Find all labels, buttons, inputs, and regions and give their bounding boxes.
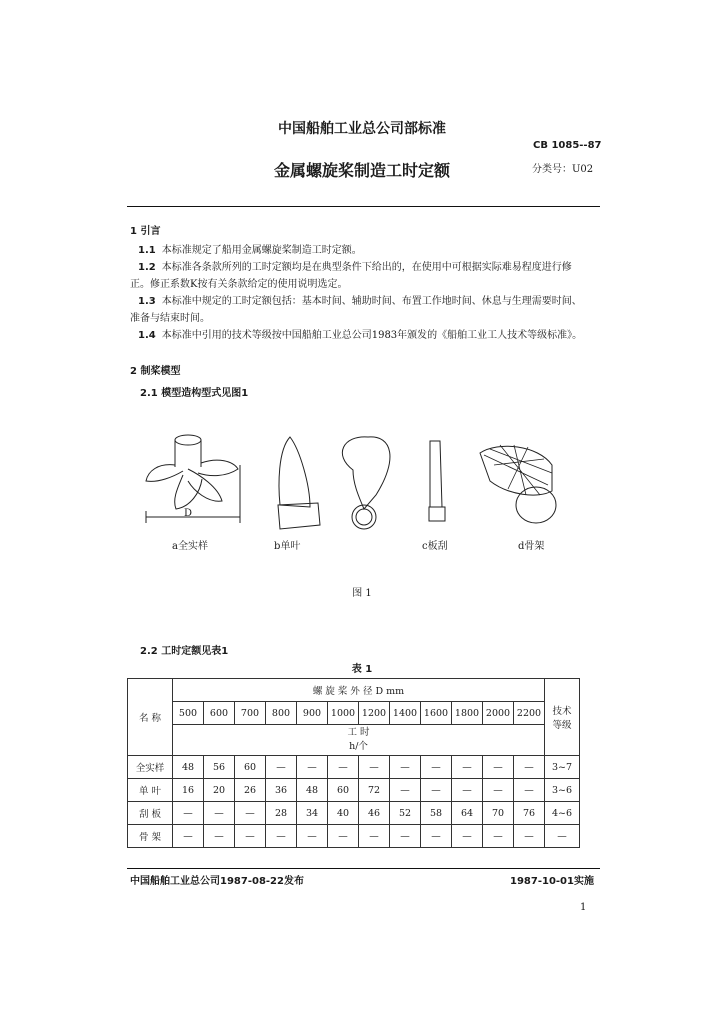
para-1-3-cont <box>130 310 210 327</box>
hours-cell: 60 <box>235 756 266 779</box>
table-1 <box>127 678 580 848</box>
single-blade-drawing <box>278 437 390 529</box>
hours-cell: — <box>173 825 204 848</box>
scraping-board-drawing <box>429 441 445 521</box>
classification-number: 分类号：U02 <box>532 164 594 175</box>
diameter-cell: 1000 <box>328 702 359 725</box>
hours-cell: — <box>421 825 452 848</box>
hours-cell: 64 <box>452 802 483 825</box>
diameter-cell: 2000 <box>483 702 514 725</box>
hours-cell: — <box>421 756 452 779</box>
hours-cell: 16 <box>173 779 204 802</box>
hours-cell: — <box>359 756 390 779</box>
table-body <box>128 756 580 848</box>
hours-cell: — <box>514 779 545 802</box>
para-text: 本标准规定了船用金属螺旋桨制造工时定额。 <box>161 245 362 256</box>
hours-cell: 52 <box>390 802 421 825</box>
row-name: 全实样 <box>128 756 173 779</box>
hours-unit: h/个 <box>349 741 368 752</box>
diameter-cell: 600 <box>204 702 235 725</box>
hours-cell: — <box>421 779 452 802</box>
para-1-3 <box>138 293 582 310</box>
figure-label-b: b单叶 <box>274 541 301 552</box>
hours-cell: 46 <box>359 802 390 825</box>
standard-code: CB 1085--87 <box>533 140 602 151</box>
table-1-wrapper <box>127 678 580 848</box>
section-1-heading: 1 引言 <box>130 226 161 237</box>
para-text: 正。修正系数K按有关条款给定的使用说明选定。 <box>130 279 348 290</box>
hours-cell: — <box>514 756 545 779</box>
hours-cell: 48 <box>297 779 328 802</box>
row-name: 骨 架 <box>128 825 173 848</box>
diameter-cell: 800 <box>266 702 297 725</box>
hours-cell: 60 <box>328 779 359 802</box>
grade-cell: — <box>545 825 580 848</box>
diameter-row <box>128 702 580 725</box>
hours-cell: 76 <box>514 802 545 825</box>
hours-cell: — <box>266 825 297 848</box>
diameter-cell: 1600 <box>421 702 452 725</box>
table-row <box>128 825 580 848</box>
skeleton-frame-drawing <box>480 445 556 523</box>
figure-label-a: a全实样 <box>172 541 208 552</box>
figure-1-drawings <box>128 425 598 540</box>
hours-cell: — <box>452 756 483 779</box>
hours-cell: 56 <box>204 756 235 779</box>
diameter-cell: 2200 <box>514 702 545 725</box>
hours-cell: — <box>235 825 266 848</box>
hours-cell: — <box>483 779 514 802</box>
hours-cell: 36 <box>266 779 297 802</box>
para-text: 本标准各条款所列的工时定额均是在典型条件下给出的，在使用中可根据实际难易程度进行修 <box>161 262 572 273</box>
table-row <box>128 756 580 779</box>
hours-cell: 70 <box>483 802 514 825</box>
subsection-2-1: 2.1 模型造构型式见图1 <box>140 388 249 399</box>
diameter-cell: 900 <box>297 702 328 725</box>
table-row <box>128 802 580 825</box>
hours-cell: — <box>514 825 545 848</box>
hours-cell: — <box>390 779 421 802</box>
para-number: 1.2 <box>138 262 156 273</box>
section-2-heading: 2 制桨模型 <box>130 366 181 377</box>
table-header-hours <box>173 725 545 756</box>
grade-cell: 3~7 <box>545 756 580 779</box>
para-1-2 <box>138 259 572 276</box>
subsection-2-2: 2.2 工时定额见表1 <box>140 646 229 657</box>
diameter-cell: 1200 <box>359 702 390 725</box>
hours-cell: 58 <box>421 802 452 825</box>
propeller-full-drawing <box>146 435 240 523</box>
hours-label: 工 时 <box>347 727 370 738</box>
hours-cell: — <box>235 802 266 825</box>
figure-label-d: d骨架 <box>518 541 545 552</box>
hours-cell: — <box>204 802 235 825</box>
hours-cell: — <box>328 825 359 848</box>
row-name: 刮 板 <box>128 802 173 825</box>
hours-cell: 26 <box>235 779 266 802</box>
para-text: 本标准中规定的工时定额包括：基本时间、辅助时间、布置工作地时间、休息与生理需要时间、 <box>161 296 582 307</box>
figure-label-c: c板刮 <box>422 541 448 552</box>
table-header-name: 名 称 <box>128 679 173 756</box>
para-1-2-cont <box>130 276 347 293</box>
para-text: 准备与结束时间。 <box>130 313 210 324</box>
hours-cell: — <box>297 756 328 779</box>
figure-caption: 图 1 <box>352 588 372 599</box>
hours-cell: — <box>359 825 390 848</box>
para-text: 本标准中引用的技术等级按中国船舶工业总公司1983年颁发的《船舶工业工人技术等级标准》。 <box>161 330 583 341</box>
hours-cell: — <box>483 825 514 848</box>
hours-cell: — <box>204 825 235 848</box>
effective-date: 1987-10-01实施 <box>510 876 594 887</box>
top-rule <box>127 206 600 207</box>
hours-cell: 20 <box>204 779 235 802</box>
diameter-cell: 500 <box>173 702 204 725</box>
diameter-label: D <box>184 508 193 519</box>
bottom-rule <box>127 868 600 869</box>
row-name: 单 叶 <box>128 779 173 802</box>
diameter-cell: 700 <box>235 702 266 725</box>
hours-cell: — <box>297 825 328 848</box>
hours-cell: — <box>390 756 421 779</box>
hours-cell: — <box>328 756 359 779</box>
hours-cell: — <box>452 825 483 848</box>
para-1-1 <box>138 242 362 259</box>
org-title: 中国船舶工业总公司部标准 <box>278 121 446 137</box>
grade-cell: 4~6 <box>545 802 580 825</box>
issue-date: 中国船舶工业总公司1987-08-22发布 <box>130 876 304 887</box>
table-caption: 表 1 <box>351 664 373 675</box>
hours-cell: 48 <box>173 756 204 779</box>
hours-cell: — <box>390 825 421 848</box>
hours-cell: — <box>173 802 204 825</box>
hours-cell: — <box>266 756 297 779</box>
hours-cell: — <box>483 756 514 779</box>
grade-cell: 3~6 <box>545 779 580 802</box>
page-number: 1 <box>580 902 587 913</box>
hours-cell: 40 <box>328 802 359 825</box>
table-header-grade: 技术等级 <box>545 679 580 756</box>
para-1-4 <box>138 327 582 344</box>
table-header-diameter: 螺 旋 桨 外 径 D mm <box>173 679 545 702</box>
diameter-cell: 1800 <box>452 702 483 725</box>
hours-cell: 34 <box>297 802 328 825</box>
para-number: 1.3 <box>138 296 156 307</box>
hours-cell: — <box>452 779 483 802</box>
diameter-cell: 1400 <box>390 702 421 725</box>
hours-cell: 28 <box>266 802 297 825</box>
hours-cell: 72 <box>359 779 390 802</box>
table-row <box>128 779 580 802</box>
para-number: 1.4 <box>138 330 156 341</box>
document-title: 金属螺旋桨制造工时定额 <box>273 161 450 180</box>
para-number: 1.1 <box>138 245 156 256</box>
